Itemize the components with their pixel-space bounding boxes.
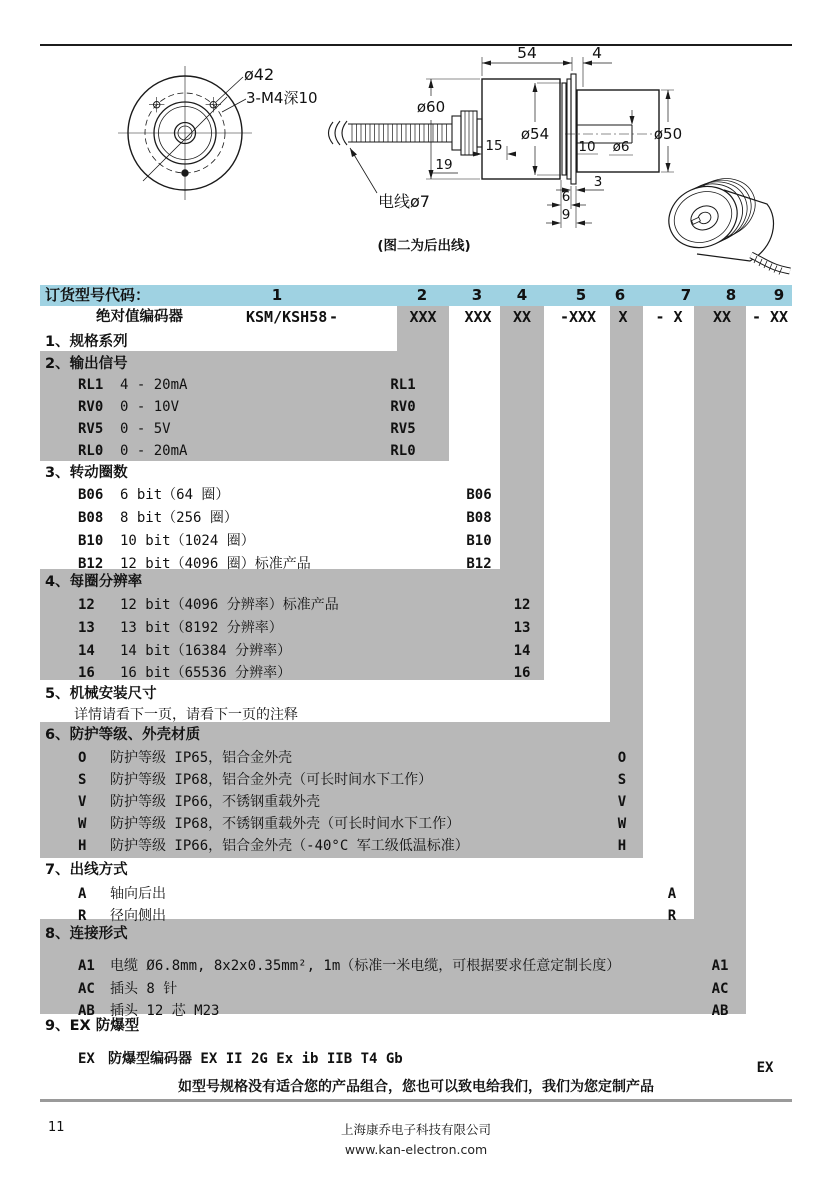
option-row-h	[0, 836, 834, 856]
option-code: A1	[78, 958, 95, 974]
option-desc: 16 bit（65536 分辨率）	[120, 665, 292, 681]
option-code-column: 12	[513, 597, 531, 613]
column-number-4: 4	[516, 286, 528, 304]
option-code: 14	[78, 643, 95, 659]
option-desc: 0 - 10V	[120, 399, 180, 415]
model-dash: -	[329, 308, 339, 326]
section-3-title: 转动圈数	[69, 465, 128, 481]
column-number-9: 9	[773, 286, 785, 304]
code-col3: XXX	[464, 308, 492, 326]
option-desc: 12 bit（4096 圈）标准产品	[120, 556, 311, 572]
column-number-8: 8	[725, 286, 737, 304]
section-5-note: 详情请看下一页，请看下一页的注释	[74, 707, 298, 723]
option-row-rv0	[0, 397, 834, 417]
section-5-title: 机械安装尺寸	[69, 686, 157, 702]
option-code: RL0	[78, 443, 104, 459]
column-number-6: 6	[614, 286, 626, 304]
section-6-number: 6、	[45, 727, 70, 743]
custom-order-note: 如型号规格没有适合您的产品组合，您也可以致电给我们，我们为您定制产品	[178, 1079, 654, 1095]
option-row-b08	[0, 508, 834, 528]
column-number-3: 3	[471, 286, 483, 304]
column-number-1: 1	[271, 286, 283, 304]
option-code-column: AC	[711, 981, 729, 997]
dim-dia50: ø50	[653, 125, 683, 143]
option-row-13	[0, 618, 834, 638]
option-code: RV5	[78, 421, 104, 437]
dim-dia54: ø54	[520, 125, 550, 143]
option-code: O	[78, 750, 87, 766]
dim-19: 19	[435, 157, 453, 173]
model-code-row	[0, 307, 834, 328]
section-3-header	[45, 463, 128, 483]
front-view	[118, 66, 252, 200]
option-code: W	[78, 816, 87, 832]
section-4-title: 每圈分辨率	[69, 574, 143, 590]
option-row-s	[0, 770, 834, 790]
cable-coil	[329, 121, 453, 145]
option-desc: 0 - 5V	[120, 421, 171, 437]
option-row-rl1	[0, 375, 834, 395]
section-6-header	[45, 725, 200, 745]
option-row-rl0	[0, 441, 834, 461]
dim-9: 9	[561, 207, 571, 223]
option-code-column: B12	[466, 556, 492, 572]
code-col4: XX	[512, 308, 532, 326]
option-desc: 防护等级 IP66，铝合金外壳（-40°C 军工级低温标准）	[110, 838, 469, 854]
dim-bolt-label: 3-M4深10	[246, 89, 318, 107]
option-code: EX	[78, 1051, 95, 1067]
dim-15: 15	[485, 138, 503, 154]
option-code: V	[78, 794, 87, 810]
option-code-column: A1	[711, 958, 729, 974]
option-code-column: V	[617, 794, 627, 810]
option-row-ac	[0, 979, 834, 999]
option-desc: 防护等级 IP66，不锈钢重载外壳	[110, 794, 321, 810]
option-desc: 径向侧出	[110, 908, 166, 924]
section-9-header	[45, 1016, 139, 1036]
dim-10: 10	[578, 139, 596, 155]
section-9-number: 9、	[45, 1018, 70, 1034]
option-code-column: B08	[466, 510, 492, 526]
option-code-column: W	[617, 816, 627, 832]
option-row-a	[0, 884, 834, 904]
column-number-2: 2	[416, 286, 428, 304]
option-code: B08	[78, 510, 104, 526]
option-code: B12	[78, 556, 104, 572]
option-desc: 电缆 Ø6.8mm, 8x2x0.35mm², 1m（标准一米电缆，可根据要求任意定制长度）	[110, 958, 621, 974]
option-code-column: A	[667, 886, 677, 902]
dim-dia42: ø42	[244, 65, 275, 84]
bottom-divider	[40, 1099, 792, 1102]
option-desc: 防护等级 IP68，铝合金外壳（可长时间水下工作）	[110, 772, 433, 788]
option-code: B10	[78, 533, 104, 549]
company-name: 上海康乔电子科技有限公司	[340, 1122, 492, 1137]
option-code: AC	[78, 981, 95, 997]
option-desc: 8 bit（256 圈）	[120, 510, 238, 526]
option-row-16	[0, 663, 834, 683]
option-desc: 13 bit（8192 分辨率）	[120, 620, 283, 636]
option-row-r	[0, 906, 834, 926]
option-code-column: RL0	[390, 443, 416, 459]
option-code: B06	[78, 487, 104, 503]
section-4-header	[45, 572, 142, 592]
option-desc: 6 bit（64 圈）	[120, 487, 230, 503]
option-row-12	[0, 595, 834, 615]
option-code-column: O	[617, 750, 627, 766]
code-col8: XX	[712, 308, 732, 326]
option-row-w	[0, 814, 834, 834]
option-code: AB	[78, 1003, 95, 1019]
option-code: 16	[78, 665, 95, 681]
section-5-header	[45, 684, 157, 704]
section-9-title: EX 防爆型	[69, 1018, 140, 1034]
website-link[interactable]: www.kan-electron.com	[344, 1142, 488, 1157]
section-4-number: 4、	[45, 574, 70, 590]
dim-3: 3	[593, 174, 603, 190]
option-code: A	[78, 886, 87, 902]
option-desc: 插头 8 针	[110, 981, 178, 997]
option-code: 13	[78, 620, 95, 636]
option-desc: 10 bit（1024 圈）	[120, 533, 255, 549]
order-code-title: 订货型号代码：	[45, 286, 151, 304]
option-code-column: S	[617, 772, 627, 788]
option-code: R	[78, 908, 87, 924]
section-2-header	[45, 354, 128, 374]
option-row-ex	[0, 1049, 834, 1069]
section-1-title: 规格系列	[69, 334, 128, 350]
option-desc: 4 - 20mA	[120, 377, 188, 393]
option-desc: 防护等级 IP65，铝合金外壳	[110, 750, 293, 766]
section-8-number: 8、	[45, 926, 70, 942]
order-code-header-bar	[40, 285, 792, 306]
code-col9: - XX	[751, 308, 789, 326]
option-desc: 防护等级 IP68，不锈钢重载外壳（可长时间水下工作）	[110, 816, 461, 832]
option-code-column-ex: EX	[756, 1060, 774, 1076]
option-desc: 14 bit（16384 分辨率）	[120, 643, 292, 659]
encoder-photo	[659, 167, 790, 274]
option-code: H	[78, 838, 87, 854]
cable-label: 电线ø7	[378, 192, 430, 211]
section-2-title: 输出信号	[69, 356, 128, 372]
option-desc: 防爆型编码器 EX II 2G Ex ib IIB T4 Gb	[108, 1051, 403, 1067]
dim-6: 6	[561, 189, 571, 205]
option-row-a1	[0, 956, 834, 976]
option-row-v	[0, 792, 834, 812]
option-code-column: AB	[711, 1003, 729, 1019]
model-number: KSM/KSH58	[246, 308, 328, 326]
option-desc: 插头 12 芯 M23	[110, 1003, 220, 1019]
code-col5: -XXX	[559, 308, 597, 326]
section-1-number: 1、	[45, 334, 70, 350]
dim-54: 54	[517, 44, 537, 62]
option-row-b06	[0, 485, 834, 505]
column-number-7: 7	[680, 286, 692, 304]
section-3-number: 3、	[45, 465, 70, 481]
column-number-5: 5	[575, 286, 587, 304]
technical-drawing	[0, 0, 834, 292]
drawing-caption: (图二为后出线)	[377, 238, 471, 254]
code-col2: XXX	[409, 308, 437, 326]
option-code-column: RL1	[390, 377, 416, 393]
option-code: S	[78, 772, 87, 788]
code-col6: X	[618, 308, 628, 326]
section-7-title: 出线方式	[69, 862, 128, 878]
dim-4: 4	[592, 44, 602, 62]
photo-cable	[751, 255, 790, 275]
option-code-column: RV5	[390, 421, 416, 437]
option-code: RL1	[78, 377, 104, 393]
option-code-column: H	[617, 838, 627, 854]
option-code: RV0	[78, 399, 104, 415]
option-code-column: RV0	[390, 399, 416, 415]
dim-dia6: ø6	[612, 139, 630, 155]
section-7-number: 7、	[45, 862, 70, 878]
section-6-title: 防护等级、外壳材质	[69, 727, 201, 743]
option-row-14	[0, 641, 834, 661]
option-desc: 轴向后出	[110, 886, 166, 902]
option-row-b12	[0, 554, 834, 574]
section-8-title: 连接形式	[69, 926, 128, 942]
section-5-number: 5、	[45, 686, 70, 702]
option-code-column: 14	[513, 643, 531, 659]
product-name: 绝对值编码器	[96, 309, 183, 325]
option-desc: 0 - 20mA	[120, 443, 188, 459]
code-col7: - X	[655, 308, 683, 326]
option-code: 12	[78, 597, 95, 613]
section-2-number: 2、	[45, 356, 70, 372]
option-code-column: 16	[513, 665, 531, 681]
dim-dia60: ø60	[416, 98, 446, 116]
section-1-header	[45, 332, 128, 352]
page-number: 11	[48, 1120, 65, 1135]
option-row-o	[0, 748, 834, 768]
option-code-column: B10	[466, 533, 492, 549]
section-8-header	[45, 924, 128, 944]
option-code-column: B06	[466, 487, 492, 503]
section-7-header	[45, 860, 128, 880]
option-code-column: 13	[513, 620, 531, 636]
cable-gland	[452, 111, 482, 155]
option-desc: 12 bit（4096 分辨率）标准产品	[120, 597, 339, 613]
option-row-b10	[0, 531, 834, 551]
option-row-rv5	[0, 419, 834, 439]
option-code-column: R	[667, 908, 677, 924]
